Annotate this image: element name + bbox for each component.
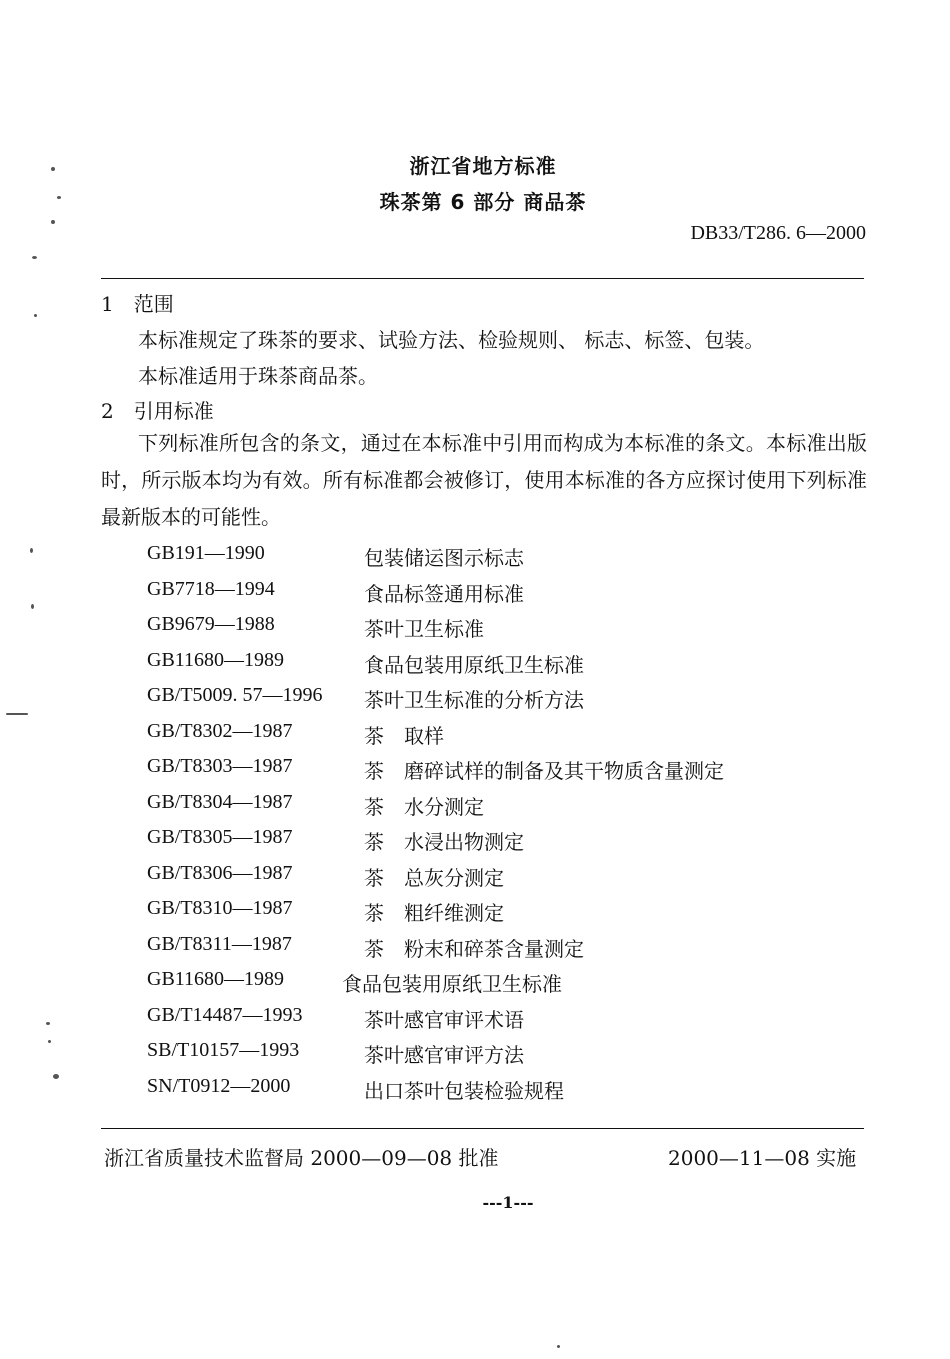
scan-speck: [34, 314, 37, 317]
reference-title: 茶叶卫生标准: [364, 617, 484, 641]
scan-speck: [557, 1345, 560, 1348]
reference-code: GB/T8304—1987: [147, 790, 293, 813]
reference-title: 茶叶感官审评术语: [364, 1007, 524, 1032]
section-1-line-2: 本标准适用于珠茶商品茶。: [138, 364, 378, 388]
reference-title: 茶 取样: [364, 723, 444, 748]
scan-speck: [51, 167, 55, 171]
reference-code: GB/T8311—1987: [147, 932, 292, 955]
implementation-date: 2000—11—08 实施: [668, 1146, 857, 1170]
reference-title: 茶 水浸出物测定: [364, 830, 524, 854]
reference-code: GB191—1990: [147, 542, 265, 564]
footer-divider: [101, 1128, 864, 1129]
reference-code: GB/T5009. 57—1996: [147, 684, 323, 706]
scan-speck: [48, 1040, 51, 1043]
section-1-line-1: 本标准规定了珠茶的要求、试验方法、检验规则、 标志、标签、包装。: [138, 328, 765, 352]
page-number: ---1---: [482, 1193, 534, 1212]
scan-mark: [6, 713, 28, 715]
document-subtitle: 珠茶第 6 部分 商品茶: [379, 190, 587, 214]
scan-speck: [57, 196, 61, 199]
section-2-heading: 2 引用标准: [101, 399, 214, 423]
reference-code: GB/T8303—1987: [147, 755, 293, 777]
approval-note: 浙江省质量技术监督局 2000—09—08 批准: [104, 1146, 499, 1170]
scan-speck: [46, 1022, 50, 1025]
reference-code: SN/T0912—2000: [147, 1074, 291, 1097]
scan-speck: [30, 548, 33, 553]
section-2-paragraph: 下列标准所包含的条文，通过在本标准中引用而构成为本标准的条文。本标准出版时，所示版本均为有效。所有标准都会被修订，使用本标准的各方应探讨使用下列标准最新版本的可能性。: [101, 431, 867, 529]
reference-code: GB/T8310—1987: [147, 897, 293, 919]
reference-code: GB7718—1994: [147, 577, 275, 600]
reference-title: 茶 水分测定: [364, 794, 484, 819]
reference-code: GB/T8305—1987: [147, 826, 293, 848]
reference-title: 包装储运图示标志: [364, 546, 524, 570]
reference-code: GB11680—1989: [147, 648, 285, 671]
reference-title: 茶 粗纤维测定: [364, 901, 504, 925]
scan-speck: [51, 220, 55, 224]
reference-title: 食品包装用原纸卫生标准: [364, 652, 584, 677]
reference-code: GB/T8302—1987: [147, 719, 293, 742]
reference-title: 茶叶卫生标准的分析方法: [364, 688, 584, 712]
reference-title: 食品标签通用标准: [364, 581, 524, 606]
reference-title: 食品包装用原纸卫生标准: [342, 972, 562, 996]
header-divider: [101, 278, 864, 279]
reference-code: GB9679—1988: [147, 613, 275, 635]
document-title: 浙江省地方标准: [409, 154, 557, 178]
scan-speck: [32, 256, 37, 259]
scan-speck: [31, 604, 34, 609]
document-code: DB33/T286. 6—2000: [690, 222, 866, 244]
reference-title: 出口茶叶包装检验规程: [364, 1078, 564, 1103]
reference-title: 茶叶感官审评方法: [364, 1043, 524, 1067]
reference-code: GB/T14487—1993: [147, 1003, 303, 1026]
reference-title: 茶 磨碎试样的制备及其干物质含量测定: [364, 759, 724, 783]
section-1-heading: 1 范围: [101, 292, 174, 316]
scan-speck: [53, 1074, 59, 1079]
reference-code: SB/T10157—1993: [147, 1039, 300, 1061]
reference-title: 茶 总灰分测定: [364, 865, 504, 890]
reference-code: GB11680—1989: [147, 968, 285, 990]
reference-code: GB/T8306—1987: [147, 861, 293, 884]
reference-title: 茶 粉末和碎茶含量测定: [364, 936, 584, 961]
